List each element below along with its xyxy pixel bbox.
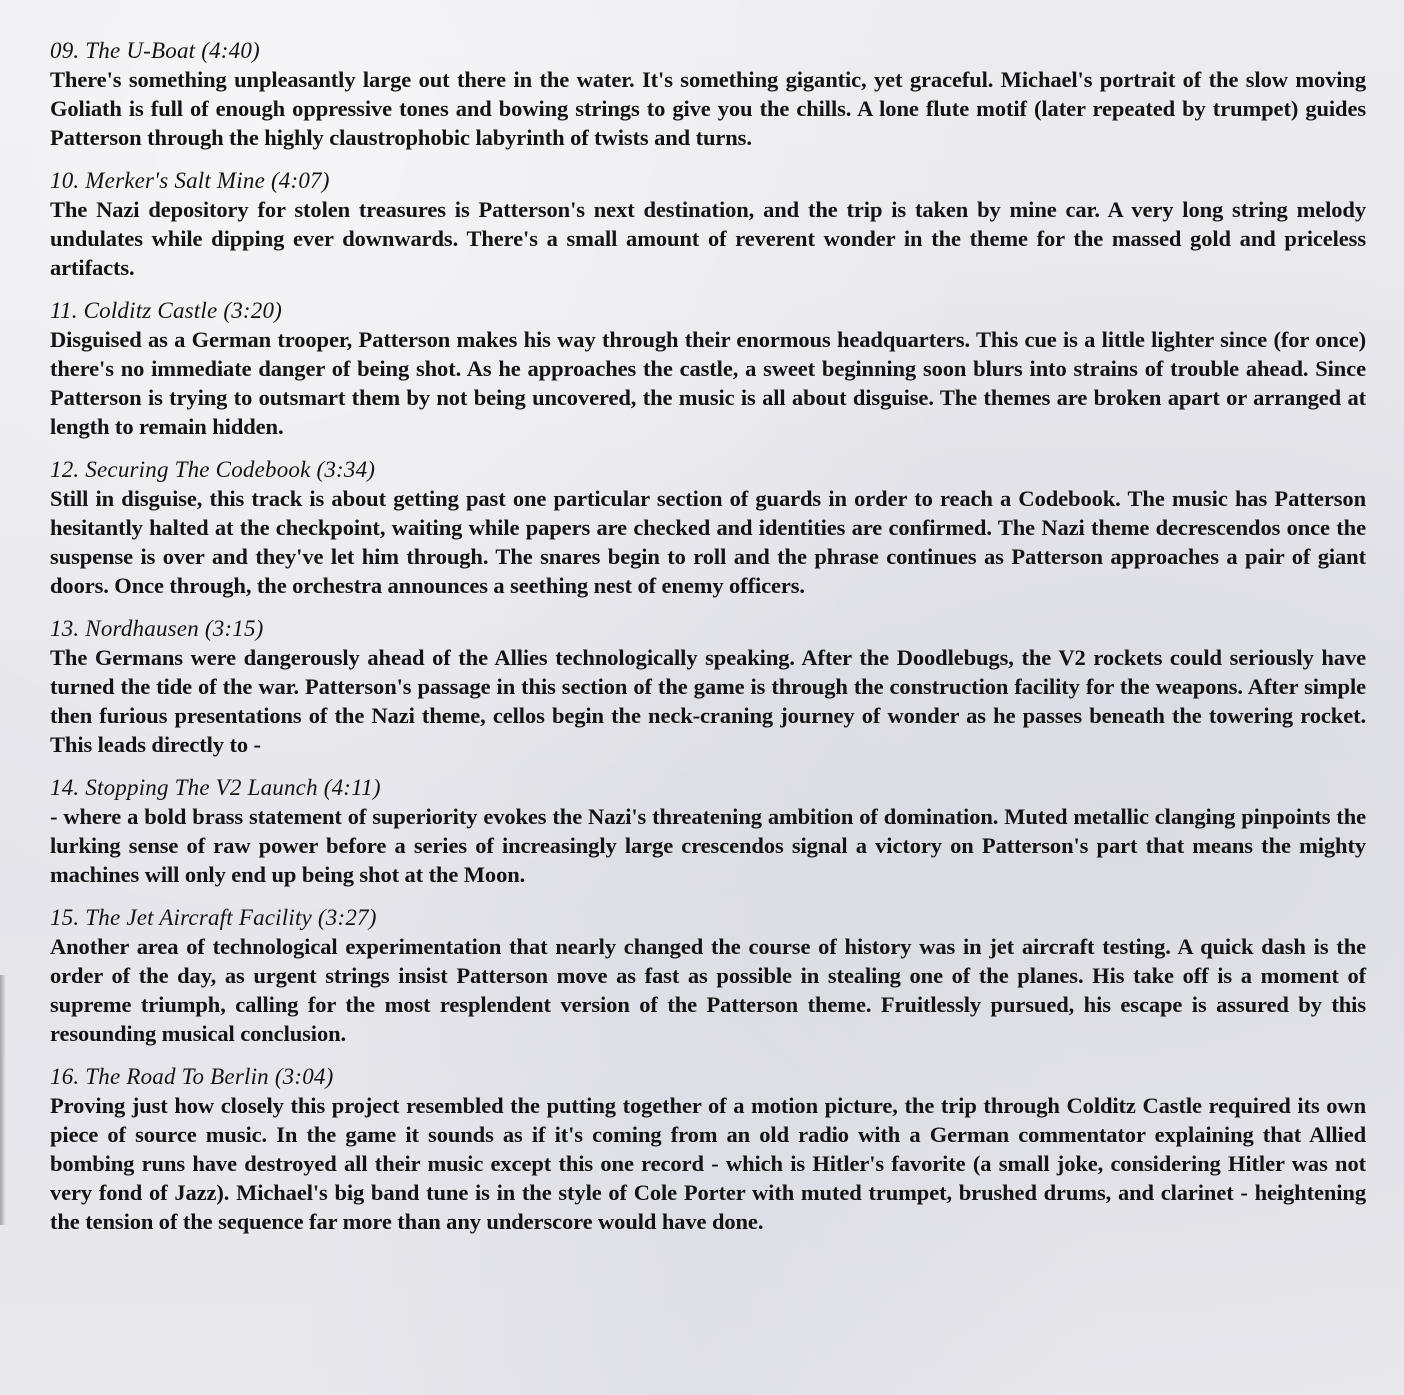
- track-title: 14. Stopping The V2 Launch (4:11): [50, 775, 381, 800]
- track-description: - where a bold brass statement of superiority evokes the Nazi's threatening ambition of domination. Muted metallic clanging pinpoints the lurking sense of raw power before a series of increasingly large crescendos signal a victory on Patterson's part that means the mighty machines will only end up being shot at the Moon.: [50, 804, 1366, 887]
- track-entry-09: [50, 36, 1366, 152]
- page-edge-shadow: [0, 975, 6, 1225]
- track-title: 09. The U-Boat (4:40): [50, 38, 260, 63]
- track-entry-13: [50, 614, 1366, 759]
- track-description: The Nazi depository for stolen treasures is Patterson's next destination, and the trip is taken by mine car. A very long string melody undulates while dipping ever downwards. There's a small amount of reverent wonder in the theme for the massed gold and priceless artifacts.: [50, 197, 1366, 280]
- liner-notes-page: [50, 36, 1366, 1250]
- track-entry-11: [50, 296, 1366, 441]
- track-entry-16: [50, 1062, 1366, 1236]
- track-title: 10. Merker's Salt Mine (4:07): [50, 168, 330, 193]
- track-title: 16. The Road To Berlin (3:04): [50, 1064, 334, 1089]
- track-entry-12: [50, 455, 1366, 600]
- track-description: Disguised as a German trooper, Patterson makes his way through their enormous headquarters. This cue is a little lighter since (for once) there's no immediate danger of being shot. As he approaches the castle, a sweet beginning soon blurs into strains of trouble ahead. Since Patterson is trying to outsmart them by not being uncovered, the music is all about disguise. The themes are broken apart or arranged at length to remain hidden.: [50, 327, 1366, 439]
- track-description: Still in disguise, this track is about getting past one particular section of guards in order to reach a Codebook. The music has Patterson hesitantly halted at the checkpoint, waiting while papers are checked and identities are confirmed. The Nazi theme decrescendos once the suspense is over and they've let him through. The snares begin to roll and the phrase continues as Patterson approaches a pair of giant doors. Once through, the orchestra announces a seething nest of enemy officers.: [50, 486, 1366, 598]
- track-title: 11. Colditz Castle (3:20): [50, 298, 283, 323]
- track-title: 13. Nordhausen (3:15): [50, 616, 264, 641]
- track-title: 12. Securing The Codebook (3:34): [50, 457, 376, 482]
- track-title: 15. The Jet Aircraft Facility (3:27): [50, 905, 377, 930]
- track-description: Another area of technological experimentation that nearly changed the course of history was in jet aircraft testing. A quick dash is the order of the day, as urgent strings insist Patterson move as fast as possible in stealing one of the planes. His take off is a moment of supreme triumph, calling for the most resplendent version of the Patterson theme. Fruitlessly pursued, his escape is assured by this resounding musical conclusion.: [50, 934, 1366, 1046]
- track-entry-10: [50, 166, 1366, 282]
- track-entry-14: [50, 773, 1366, 889]
- track-description: The Germans were dangerously ahead of the Allies technologically speaking. After the Doodlebugs, the V2 rockets could seriously have turned the tide of the war. Patterson's passage in this section of the game is through the construction facility for the weapons. After simple then furious presentations of the Nazi theme, cellos begin the neck-craning journey of wonder as he passes beneath the towering rocket. This leads directly to -: [50, 645, 1366, 757]
- track-description: There's something unpleasantly large out there in the water. It's something gigantic, yet graceful. Michael's portrait of the slow moving Goliath is full of enough oppressive tones and bowing strings to give you the chills. A lone flute motif (later repeated by trumpet) guides Patterson through the highly claustrophobic labyrinth of twists and turns.: [50, 67, 1366, 150]
- track-entry-15: [50, 903, 1366, 1048]
- track-description: Proving just how closely this project resembled the putting together of a motion picture, the trip through Colditz Castle required its own piece of source music. In the game it sounds as if it's coming from an old radio with a German commentator explaining that Allied bombing runs have destroyed all their music except this one record - which is Hitler's favorite (a small joke, considering Hitler was not very fond of Jazz). Michael's big band tune is in the style of Cole Porter with muted trumpet, brushed drums, and clarinet - heightening the tension of the sequence far more than any underscore would have done.: [50, 1093, 1366, 1234]
